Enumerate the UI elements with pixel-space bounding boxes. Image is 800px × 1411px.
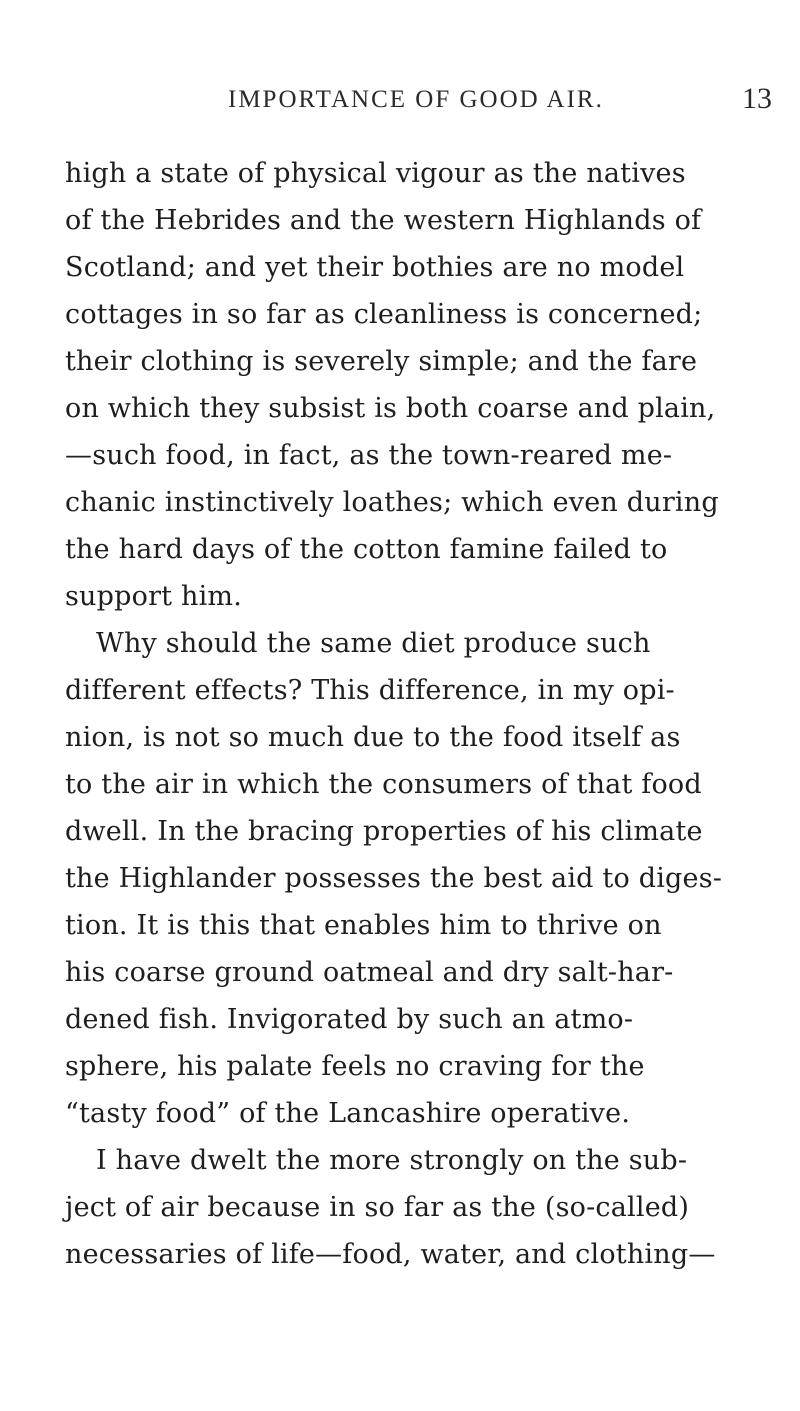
text-line: the Highlander possesses the best aid to diges- (65, 863, 723, 894)
text-line: on which they subsist is both coarse and plain, (65, 393, 716, 424)
text-line: the hard days of the cotton famine failed to (65, 534, 668, 565)
text-line: chanic instinctively loathes; which even during (65, 487, 719, 518)
text-line: of the Hebrides and the western Highlands of (65, 205, 702, 236)
paragraph-first-line: Why should the same diet produce such (96, 628, 651, 659)
text-line: sphere, his palate feels no craving for the (65, 1051, 645, 1082)
page-number: 13 (742, 82, 772, 115)
text-line: nion, is not so much due to the food itself as (65, 722, 681, 753)
text-line: different effects? This difference, in my opi- (65, 675, 675, 706)
text-line: their clothing is severely simple; and the fare (65, 346, 698, 377)
text-line: dened fish. Invigorated by such an atmo- (65, 1004, 634, 1035)
paragraph-first-line: I have dwelt the more strongly on the sub- (96, 1145, 688, 1176)
text-line: his coarse ground oatmeal and dry salt-har- (65, 957, 674, 988)
text-line: cottages in so far as cleanliness is concerned; (65, 299, 703, 330)
text-line: support him. (65, 581, 243, 612)
running-head: IMPORTANCE OF GOOD AIR. (228, 86, 604, 113)
text-line: Scotland; and yet their bothies are no model (65, 252, 685, 283)
text-line: tion. It is this that enables him to thrive on (65, 910, 662, 941)
text-line: “tasty food” of the Lancashire operative. (65, 1098, 631, 1129)
text-line: ject of air because in so far as the (so-called) (65, 1192, 690, 1223)
text-line: —such food, in fact, as the town-reared me- (65, 440, 673, 471)
text-line: dwell. In the bracing properties of his climate (65, 816, 703, 847)
text-line: to the air in which the consumers of that food (65, 769, 702, 800)
text-line: high a state of physical vigour as the natives (65, 158, 686, 189)
text-line: necessaries of life—food, water, and clothing— (65, 1239, 716, 1270)
